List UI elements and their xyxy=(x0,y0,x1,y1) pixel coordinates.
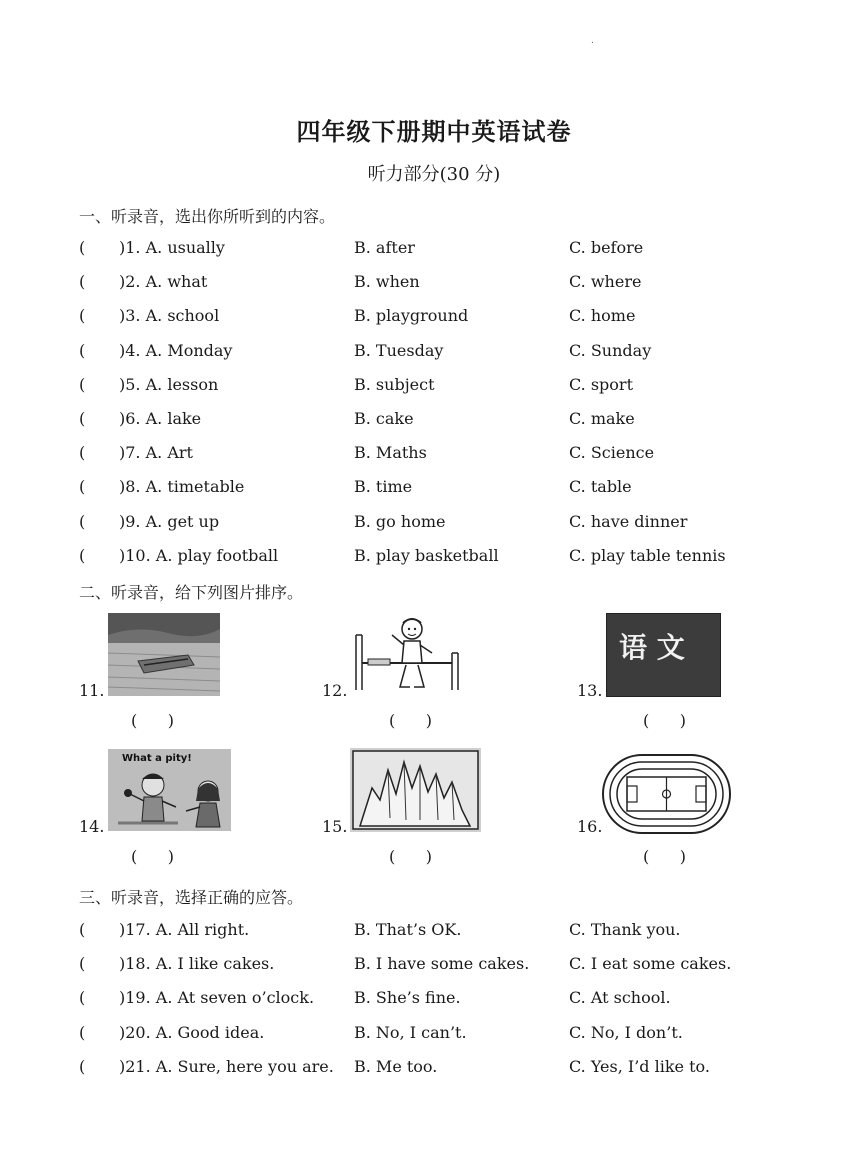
option-b: B. She’s fine. xyxy=(354,988,461,1008)
option-a: )4. A. Monday xyxy=(119,340,233,360)
answer-blank-14[interactable]: ( ) xyxy=(131,847,174,866)
option-b: B. No, I can’t. xyxy=(354,1022,467,1042)
answer-blank-12[interactable]: ( ) xyxy=(389,711,432,730)
option-b: B. Tuesday xyxy=(354,340,444,360)
question-row xyxy=(0,1023,868,1045)
question-row xyxy=(0,341,868,363)
option-a: )20. A. Good idea. xyxy=(119,1022,265,1042)
sign-text: 语 文 xyxy=(619,631,685,664)
option-c: C. Sunday xyxy=(569,340,652,360)
question-row xyxy=(0,546,868,568)
answer-paren[interactable]: ( xyxy=(79,477,86,497)
option-b: B. I have some cakes. xyxy=(354,954,530,974)
answer-paren[interactable]: ( xyxy=(79,920,86,939)
option-b: B. after xyxy=(354,238,415,257)
option-a: )3. A. school xyxy=(119,306,220,326)
answer-paren[interactable]: ( xyxy=(79,954,86,974)
question-row xyxy=(0,443,868,465)
option-c: C. before xyxy=(569,238,644,257)
option-b: B. cake xyxy=(354,409,414,428)
option-c: C. where xyxy=(569,272,642,292)
question-row xyxy=(0,512,868,534)
speech-bubble-text: What a pity! xyxy=(122,753,192,764)
answer-paren[interactable]: ( xyxy=(79,511,86,531)
option-a: )7. A. Art xyxy=(119,443,193,463)
option-b: B. when xyxy=(354,272,420,292)
picture-number-13: 13. xyxy=(577,681,603,700)
page-title: 四年级下册期中英语试卷 xyxy=(296,118,572,146)
question-row xyxy=(0,1057,868,1079)
answer-blank-16[interactable]: ( ) xyxy=(643,847,686,866)
option-c: C. play table tennis xyxy=(569,545,726,565)
answer-blank-15[interactable]: ( ) xyxy=(389,847,432,866)
option-c: C. Science xyxy=(569,443,655,463)
option-a: )8. A. timetable xyxy=(119,477,245,497)
sports-field-picture xyxy=(601,753,732,835)
page-subtitle: 听力部分(30 分) xyxy=(367,164,501,185)
option-a: )9. A. get up xyxy=(119,511,220,531)
answer-paren[interactable]: ( xyxy=(79,306,86,326)
answer-blank-13[interactable]: ( ) xyxy=(643,711,686,730)
section-1-heading: 一、听录音，选出你所听到的内容。 xyxy=(79,207,336,226)
section-2-heading: 二、听录音，给下列图片排序。 xyxy=(79,583,304,602)
answer-paren[interactable]: ( xyxy=(79,1022,86,1042)
option-a: )19. A. At seven o’clock. xyxy=(119,988,315,1008)
chinese-subject-sign-picture xyxy=(606,613,721,697)
option-c: C. Yes, I’d like to. xyxy=(569,1056,710,1076)
option-a: )10. A. play football xyxy=(119,545,279,565)
option-b: B. playground xyxy=(354,306,469,326)
mountains-picture xyxy=(350,748,481,832)
option-c: C. At school. xyxy=(569,988,671,1008)
picture-number-11: 11. xyxy=(79,681,105,700)
picture-number-12: 12. xyxy=(322,681,348,700)
option-a: )5. A. lesson xyxy=(119,374,219,394)
question-row xyxy=(0,988,868,1010)
question-row xyxy=(0,477,868,499)
answer-paren[interactable]: ( xyxy=(79,340,86,360)
option-c: C. I eat some cakes. xyxy=(569,954,732,974)
option-c: C. No, I don’t. xyxy=(569,1022,683,1042)
option-a: )6. A. lake xyxy=(119,409,202,428)
page-dot: . xyxy=(591,36,594,46)
boy-at-desk-picture xyxy=(352,615,464,695)
option-b: B. go home xyxy=(354,511,446,531)
option-a: )21. A. Sure, here you are. xyxy=(119,1056,334,1076)
answer-blank-11[interactable]: ( ) xyxy=(131,711,174,730)
option-a: )1. A. usually xyxy=(119,238,225,257)
answer-paren[interactable]: ( xyxy=(79,1056,86,1076)
option-c: C. home xyxy=(569,306,636,326)
question-row xyxy=(0,920,868,942)
option-b: B. Me too. xyxy=(354,1056,438,1076)
question-row xyxy=(0,409,868,431)
option-a: )18. A. I like cakes. xyxy=(119,954,275,974)
answer-paren[interactable]: ( xyxy=(79,409,86,428)
option-b: B. Maths xyxy=(354,443,427,463)
question-row xyxy=(0,272,868,294)
option-a: )2. A. what xyxy=(119,272,208,292)
boat-on-lake-picture xyxy=(108,613,220,696)
picture-number-16: 16. xyxy=(577,817,603,836)
answer-paren[interactable]: ( xyxy=(79,988,86,1008)
answer-paren[interactable]: ( xyxy=(79,545,86,565)
answer-paren[interactable]: ( xyxy=(79,374,86,394)
picture-number-14: 14. xyxy=(79,817,105,836)
what-a-pity-picture xyxy=(108,749,231,831)
option-c: C. Thank you. xyxy=(569,920,681,939)
option-c: C. have dinner xyxy=(569,511,688,531)
option-b: B. time xyxy=(354,477,413,497)
option-b: B. That’s OK. xyxy=(354,920,462,939)
question-row xyxy=(0,306,868,328)
option-b: B. play basketball xyxy=(354,545,499,565)
option-c: C. sport xyxy=(569,374,634,394)
section-3-heading: 三、听录音，选择正确的应答。 xyxy=(79,888,304,907)
question-row xyxy=(0,375,868,397)
question-row xyxy=(0,954,868,976)
question-row xyxy=(0,238,868,260)
answer-paren[interactable]: ( xyxy=(79,238,86,257)
option-c: C. table xyxy=(569,477,632,497)
answer-paren[interactable]: ( xyxy=(79,272,86,292)
answer-paren[interactable]: ( xyxy=(79,443,86,463)
option-b: B. subject xyxy=(354,374,435,394)
option-c: C. make xyxy=(569,409,635,428)
picture-number-15: 15. xyxy=(322,817,348,836)
option-a: )17. A. All right. xyxy=(119,920,250,939)
